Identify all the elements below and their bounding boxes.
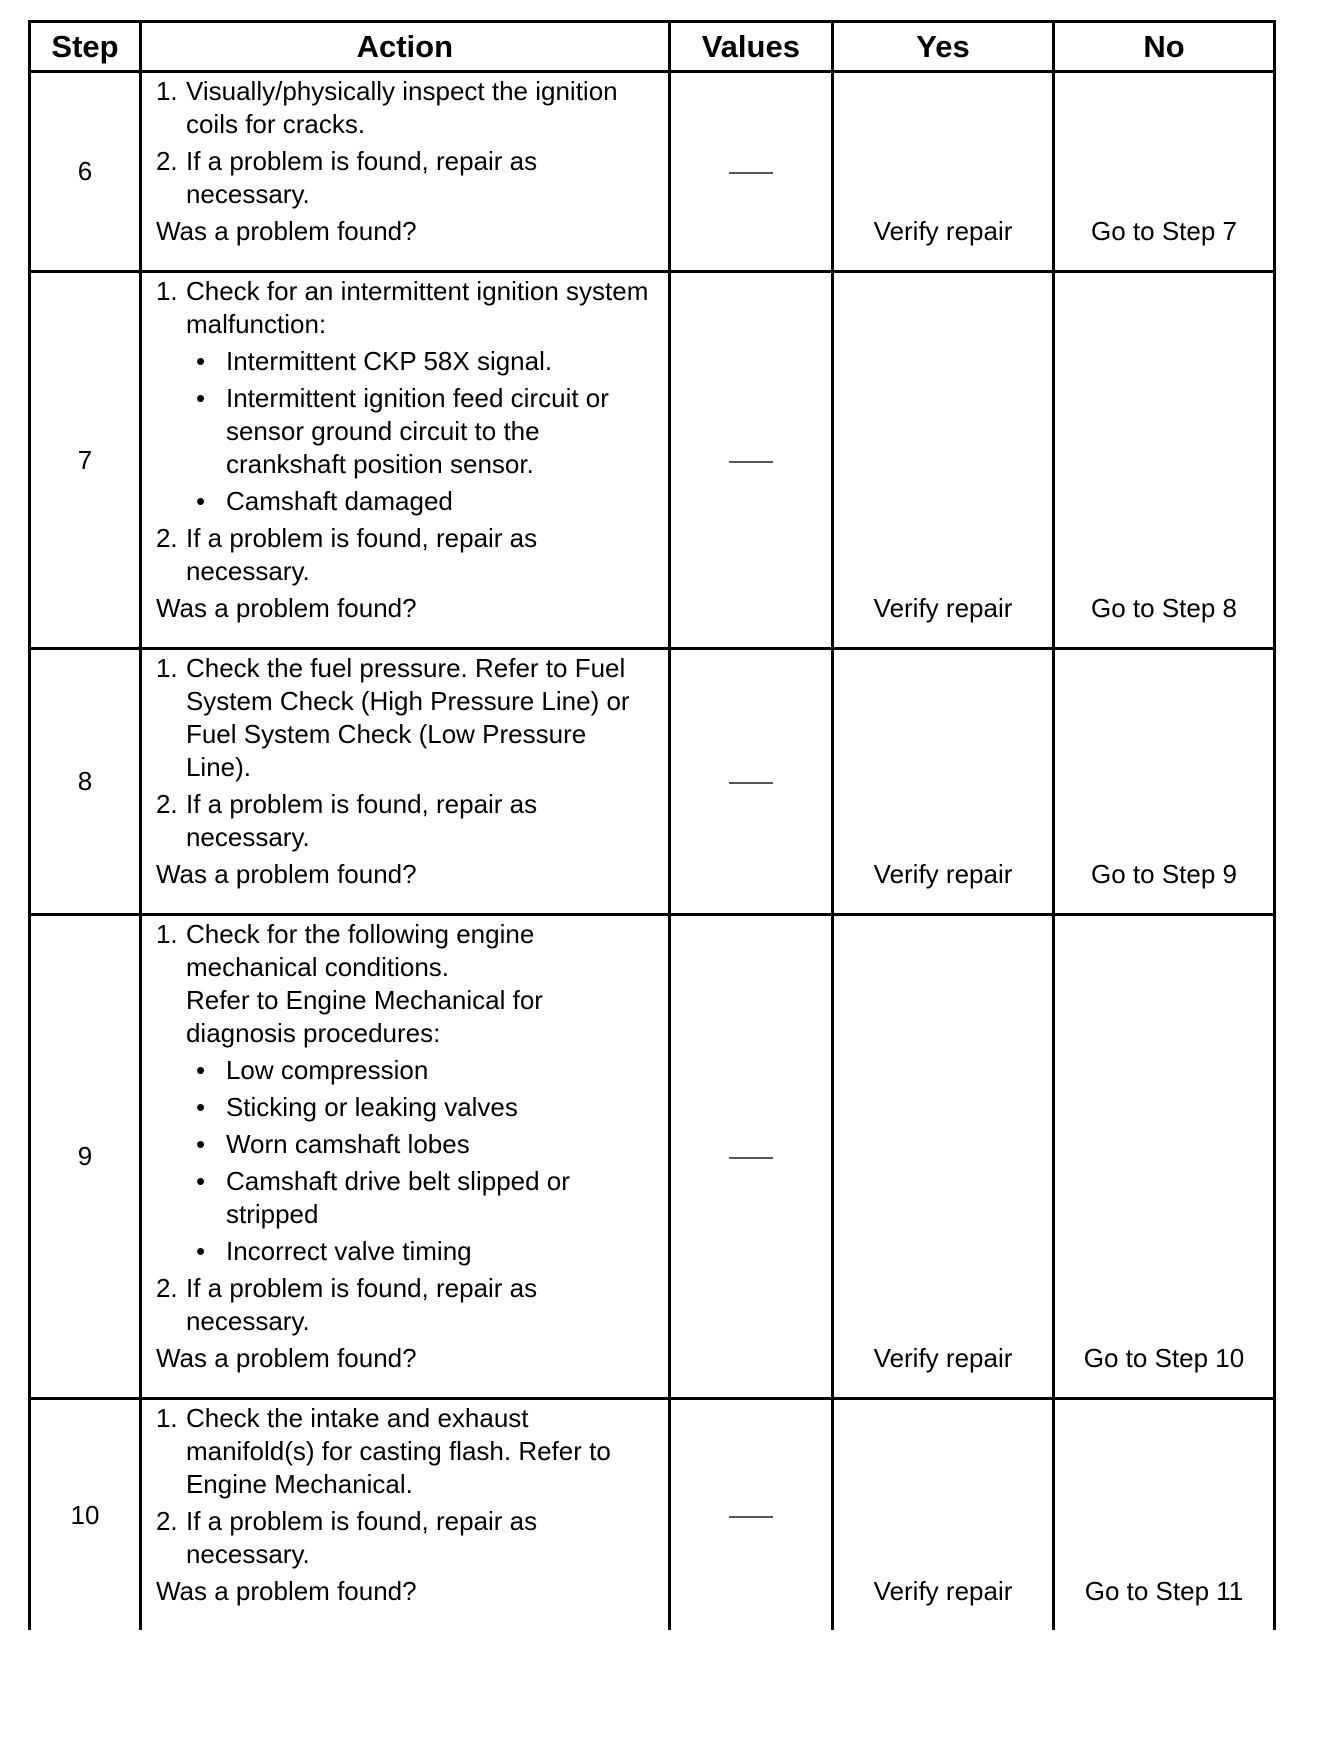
action-question: Was a problem found?	[155, 1576, 417, 1606]
action-cell	[140, 272, 669, 649]
no-cell: Go to Step 7	[1054, 72, 1275, 272]
step-number: 6	[30, 72, 141, 272]
values-cell	[669, 272, 832, 649]
bullet-icon: •	[195, 346, 206, 376]
yes-cell: Verify repair	[833, 72, 1054, 272]
bullet-icon: •	[195, 1236, 206, 1266]
yes-cell: Verify repair	[833, 272, 1054, 649]
bullet-text: Camshaft damaged	[225, 486, 453, 516]
action-question: Was a problem found?	[155, 1343, 417, 1373]
yes-cell: Verify repair	[833, 1399, 1054, 1631]
bullet-item	[190, 1235, 650, 1268]
value-dash	[729, 461, 773, 463]
bullet-icon: •	[195, 1166, 206, 1196]
item-number: 2.	[155, 146, 178, 176]
item-number: 1.	[155, 276, 178, 306]
action-item	[156, 1505, 650, 1571]
values-cell	[669, 915, 832, 1399]
yes-cell: Verify repair	[833, 649, 1054, 915]
yes-cell: Verify repair	[833, 915, 1054, 1399]
action-item	[156, 1402, 650, 1501]
action-item	[156, 75, 650, 141]
item-number: 2.	[155, 789, 178, 819]
item-number: 2.	[155, 1506, 178, 1536]
values-cell	[669, 72, 832, 272]
no-cell: Go to Step 9	[1054, 649, 1275, 915]
action-cell	[140, 649, 669, 915]
item-text: Check the intake and exhaust manifold(s) for casting flash. Refer to Engine Mechanical.	[185, 1403, 611, 1499]
table-row-step-7	[30, 272, 1275, 649]
item-text: Check for the following engine mechanical conditions.	[185, 919, 535, 982]
bullet-icon: •	[195, 1092, 206, 1122]
bullet-item	[190, 382, 650, 481]
bullet-text: Low compression	[225, 1055, 429, 1085]
bullet-item	[190, 1091, 650, 1124]
action-item	[156, 652, 650, 784]
action-item	[156, 522, 650, 588]
item-number: 2.	[155, 1273, 178, 1303]
header-no: No	[1054, 22, 1275, 72]
item-number: 1.	[155, 1403, 178, 1433]
item-number: 2.	[155, 523, 178, 553]
bullet-icon: •	[195, 1055, 206, 1085]
action-question: Was a problem found?	[155, 593, 417, 623]
item-number: 1.	[155, 653, 178, 683]
header-step: Step	[30, 22, 141, 72]
value-dash	[729, 172, 773, 174]
no-cell: Go to Step 10	[1054, 915, 1275, 1399]
no-cell: Go to Step 8	[1054, 272, 1275, 649]
step-number: 10	[30, 1399, 141, 1631]
bullet-item	[190, 1128, 650, 1161]
bullet-text: Sticking or leaking valves	[225, 1092, 518, 1122]
header-row	[30, 22, 1275, 72]
item-number: 1.	[155, 76, 178, 106]
item-text: If a problem is found, repair as necessary.	[185, 146, 538, 209]
value-dash	[729, 1157, 773, 1159]
action-cell	[140, 72, 669, 272]
value-dash	[729, 782, 773, 784]
header-action: Action	[140, 22, 669, 72]
item-text: Visually/physically inspect the ignition coils for cracks.	[185, 76, 618, 139]
table-row-step-9	[30, 915, 1275, 1399]
header-values: Values	[669, 22, 832, 72]
action-item	[156, 918, 650, 1050]
no-cell: Go to Step 11	[1054, 1399, 1275, 1631]
bullet-item	[190, 485, 650, 518]
step-number: 7	[30, 272, 141, 649]
value-dash	[729, 1516, 773, 1518]
table-row-step-8	[30, 649, 1275, 915]
action-item	[156, 275, 650, 341]
bullet-item	[190, 345, 650, 378]
values-cell	[669, 649, 832, 915]
bullet-text: Intermittent ignition feed circuit or sensor ground circuit to the crankshaft position sensor.	[225, 383, 609, 479]
action-item	[156, 145, 650, 211]
values-cell	[669, 1399, 832, 1631]
step-number: 8	[30, 649, 141, 915]
bullet-text: Worn camshaft lobes	[225, 1129, 470, 1159]
table-row-step-10	[30, 1399, 1275, 1631]
item-number: 1.	[155, 919, 178, 949]
bullet-icon: •	[195, 486, 206, 516]
action-item	[156, 788, 650, 854]
item-text-refer: Refer to Engine Mechanical for diagnosis procedures:	[185, 985, 543, 1048]
bullet-text: Intermittent CKP 58X signal.	[225, 346, 553, 376]
bullet-item	[190, 1165, 650, 1231]
bullet-text: Incorrect valve timing	[225, 1236, 472, 1266]
action-cell	[140, 1399, 669, 1631]
action-question: Was a problem found?	[155, 216, 417, 246]
item-text: If a problem is found, repair as necessary.	[185, 523, 538, 586]
item-text: Check the fuel pressure. Refer to Fuel System Check (High Pressure Line) or Fuel System Check (Low Pressure Line).	[185, 653, 630, 782]
item-text: If a problem is found, repair as necessary.	[185, 789, 538, 852]
bullet-icon: •	[195, 1129, 206, 1159]
bullet-text: Camshaft drive belt slipped or stripped	[225, 1166, 570, 1229]
table-row-step-6	[30, 72, 1275, 272]
action-item	[156, 1272, 650, 1338]
diagnostic-table	[28, 20, 1276, 1630]
item-text: Check for an intermittent ignition system malfunction:	[185, 276, 649, 339]
step-number: 9	[30, 915, 141, 1399]
action-question: Was a problem found?	[155, 859, 417, 889]
item-text: If a problem is found, repair as necessary.	[185, 1273, 538, 1336]
header-yes: Yes	[833, 22, 1054, 72]
item-text: If a problem is found, repair as necessary.	[185, 1506, 538, 1569]
bullet-icon: •	[195, 383, 206, 413]
bullet-item	[190, 1054, 650, 1087]
action-cell	[140, 915, 669, 1399]
